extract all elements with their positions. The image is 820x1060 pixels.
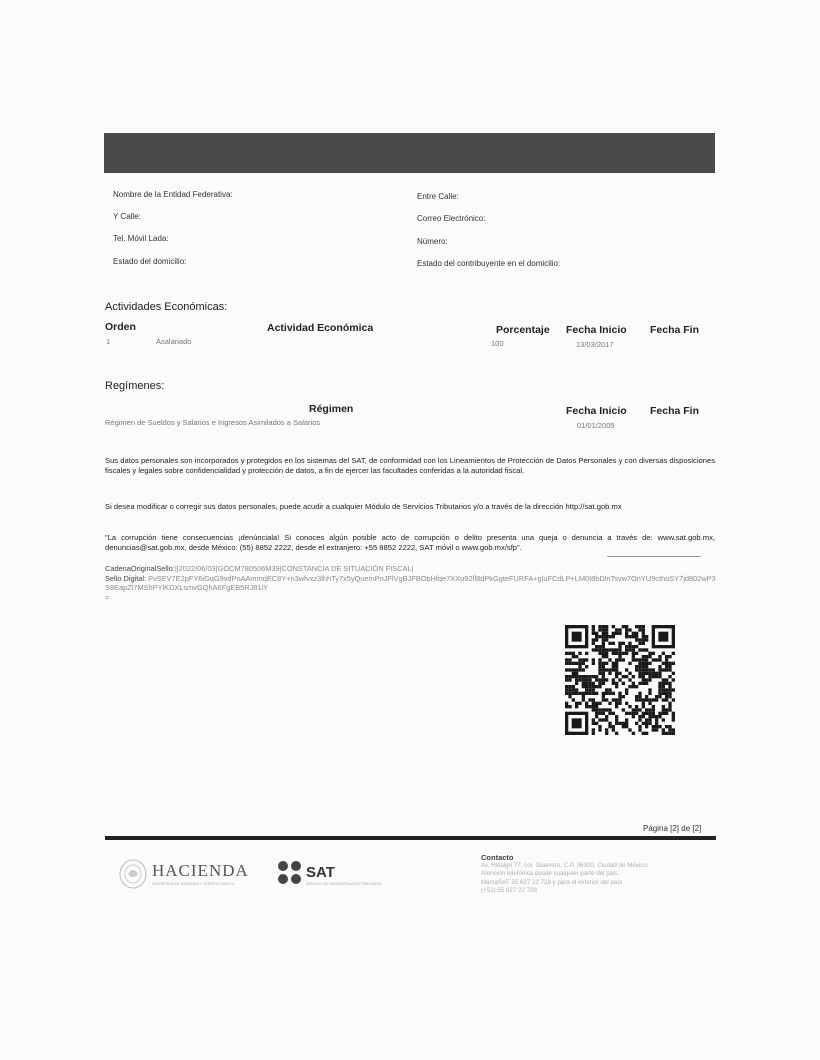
aviso-modificar: Si desea modificar o corregir sus datos personales, puede acudir a cualquier Módulo de Servicios Tributarios y/o a través de la dirección http://sat.gob.mx bbox=[105, 502, 622, 511]
col-porcentaje: Porcentaje bbox=[496, 324, 550, 336]
header-bar bbox=[104, 133, 715, 173]
actividad-porcentaje: 100 bbox=[491, 339, 504, 348]
sello-digital bbox=[105, 574, 717, 592]
col-regimen: Régimen bbox=[309, 403, 354, 415]
sat-logo-subtitle: SERVICIO DE ADMINISTRACIÓN TRIBUTARIA bbox=[306, 882, 382, 886]
cadena-original-value: ||2022/06/03|GOCM780506M39|CONSTANCIA DE SITUACIÓN FISCAL| bbox=[174, 564, 414, 573]
footer-bar bbox=[105, 836, 716, 840]
sello-digital-label: Sello Digital: bbox=[105, 574, 147, 583]
contacto-info bbox=[481, 862, 711, 896]
sello-digital-value: PvSEV7E2pFY6iGqG9vdPnAAmmqEC8Y+n3wfvxz3lhhTy7x5yQuemPnJFlVgBJFBObHfqe7XXu92fl8dPkGgteFURFA+gluFCdLP+LM0I8bDlnTsvw7OnYU9cthoSY7jd802wP3S9EapZl7MShPYlKDXLsmvGQhA6FgEB5RJ81iY bbox=[105, 574, 716, 592]
contacto-line: MarcaSAT 55 627 22 728 y para el exterior del país bbox=[481, 878, 623, 886]
cadena-original-label: CadenaOriginalSello: bbox=[105, 564, 175, 573]
aviso-privacidad: Sus datos personales son incorporados y protegidos en los sistemas del SAT, de conformidad con los Lineamientos de Protección de Datos Personales y con diversas disposiciones fiscales y legales sobre confidencialidad y protección de datos, a fin de ejercer las facultades conferidas a la autoridad fiscal. bbox=[105, 456, 715, 475]
contacto-title: Contacto bbox=[481, 853, 514, 862]
contacto-line: Atención telefónica desde cualquier parte del país bbox=[481, 870, 618, 878]
regimen-nombre: Régimen de Sueldos y Salarios e Ingresos Asimilados a Salarios bbox=[105, 418, 321, 427]
hacienda-logo-text: HACIENDA bbox=[152, 861, 249, 880]
col-regimen-fecha-fin: Fecha Fin bbox=[650, 405, 700, 417]
sello-digital-trailer: = bbox=[105, 593, 110, 602]
domicilio-label-estado: Estado del domicilio: bbox=[113, 257, 187, 266]
aviso-divider bbox=[607, 556, 701, 557]
regimenes-title: Regímenes: bbox=[105, 380, 165, 392]
domicilio-label-estado-contribuyente: Estado del contribuyente en el domicilio: bbox=[417, 259, 561, 268]
actividad-fecha-inicio: 13/03/2017 bbox=[576, 340, 614, 349]
col-regimen-fecha-inicio: Fecha Inicio bbox=[566, 405, 627, 417]
actividad-nombre: Asalariado bbox=[156, 337, 192, 346]
actividad-orden: 1 bbox=[106, 337, 111, 346]
sat-logo-text: SAT bbox=[306, 864, 335, 881]
escudo-icon bbox=[118, 858, 148, 890]
domicilio-label-numero: Número: bbox=[417, 237, 448, 246]
col-fecha-fin: Fecha Fin bbox=[650, 324, 700, 336]
hacienda-logo-subtitle: SECRETARÍA DE HACIENDA Y CRÉDITO PÚBLICO bbox=[152, 882, 235, 886]
domicilio-label-entidad: Nombre de la Entidad Federativa: bbox=[113, 190, 233, 199]
col-actividad: Actividad Económica bbox=[267, 322, 374, 334]
domicilio-label-correo: Correo Electrónico: bbox=[417, 214, 486, 223]
regimen-fecha-inicio: 01/01/2005 bbox=[577, 421, 615, 430]
page-number: Página [2] de [2] bbox=[643, 824, 702, 833]
col-orden: Orden bbox=[105, 321, 136, 333]
cadena-original bbox=[105, 564, 717, 573]
col-fecha-inicio: Fecha Inicio bbox=[566, 324, 627, 336]
contacto-line: Av. Hidalgo 77, col. Guerrero, C.P. 06300, Ciudad de México. bbox=[481, 862, 649, 869]
domicilio-label-entre-calle: Entre Calle: bbox=[417, 192, 459, 201]
domicilio-label-telefono: Tel. Móvil Lada: bbox=[113, 234, 169, 243]
aviso-corrupcion: "La corrupción tiene consecuencias ¡denúnciala! Si conoces algún posible acto de corrupción o delito presenta una queja o denuncia a través de: www.sat.gob.mx, denuncias@sat.gob.mx, desde México: (55) 8852 2222, desde el extranjero: +55 8852 2222, SAT móvil o www.gob.mx/sfp". bbox=[105, 533, 715, 552]
domicilio-label-calle: Y Calle: bbox=[113, 212, 141, 221]
qr-code bbox=[565, 625, 675, 735]
sat-logo-icon bbox=[277, 860, 303, 886]
contacto-line: (+52) 55 627 22 728 bbox=[481, 887, 537, 895]
actividades-title: Actividades Económicas: bbox=[105, 301, 228, 313]
